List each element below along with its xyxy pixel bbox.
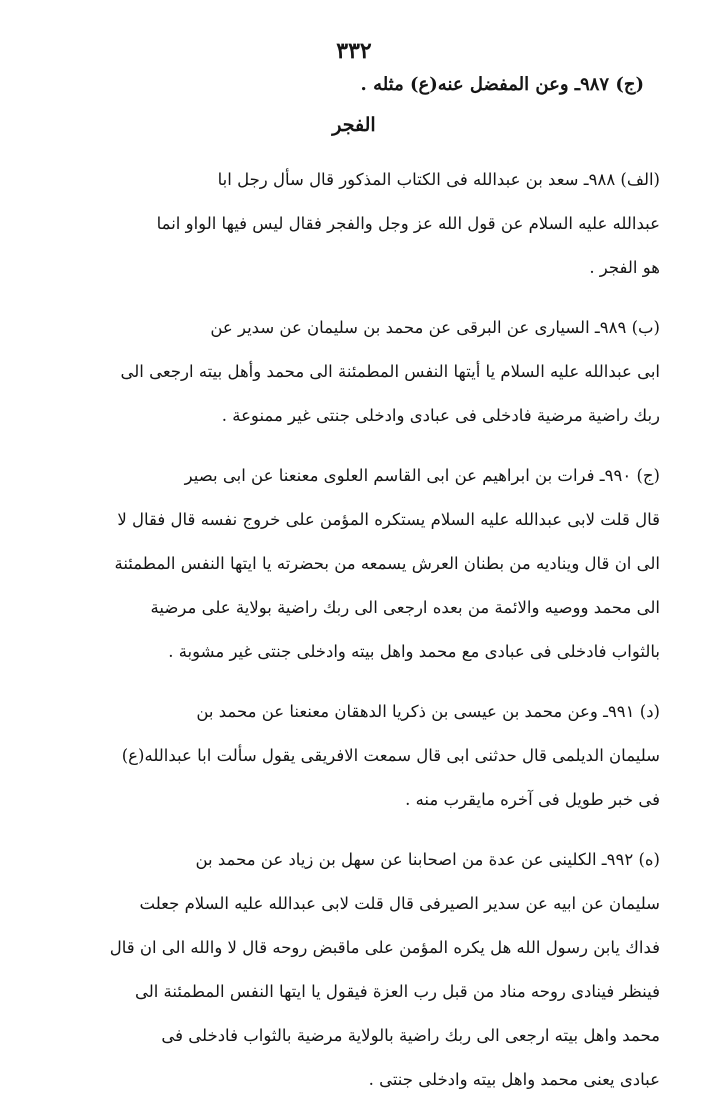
text-line: محمد واهل بیته ارجعی الی ربك راضیة بالولایة مرضیة بالثواب فادخلی فی (161, 1026, 660, 1045)
text-line: (ج) ٩٩٠ـ فرات بن ابراهیم عن ابی القاسم العلوی معنعنا عن ابی بصیر (184, 466, 660, 485)
text-line: فینظر فینادی روحه مناد من قبل رب العزة فیقول یا ایتها النفس المطمئنة الی (134, 982, 660, 1001)
text-line: الی محمد ووصیه والائمة من بعده ارجعی الی ربك راضیة بولایة علی مرضیة (150, 598, 660, 617)
document-page (48, 36, 660, 1118)
text-line: (ه) ٩٩٢ـ الکلینی عن عدة من اصحابنا عن سهل بن زیاد عن محمد بن (195, 850, 660, 869)
paragraph-990 (48, 454, 660, 674)
text-line: الی ان قال وینادیه من بطنان العرش یسمعه من بحضرته یا ایتها النفس المطمئنة (114, 554, 660, 573)
text-line: قال قلت لابی عبدالله علیه السلام یستکره المؤمن علی خروج نفسه قال فقال لا (117, 510, 660, 529)
text-line: (الف) ٩٨٨ـ سعد بن عبدالله فی الکتاب المذکور قال سأل رجل ابا (217, 170, 660, 189)
page-number: ٣٣٢ (336, 38, 372, 64)
entry-987: (ج) ٩٨٧ـ وعن المفضل عنه(ع) مثله . (360, 74, 644, 95)
text-line: عبادی یعنی محمد واهل بیته وادخلی جنتی . (368, 1070, 660, 1089)
text-line: (د) ٩٩١ـ وعن محمد بن عیسی بن ذکریا الدهقان معنعنا عن محمد بن (196, 702, 660, 721)
text-line: سلیمان عن ابیه عن سدیر الصیرفی قال قلت لابی عبدالله علیه السلام جعلت (139, 894, 660, 913)
paragraph-989 (48, 306, 660, 438)
paragraph-991 (48, 690, 660, 822)
paragraph-988 (48, 158, 660, 290)
text-line: فی خبر طویل فی آخره مایقرب منه . (405, 790, 660, 809)
text-line: فداك یابن رسول الله هل یکره المؤمن علی ماقبض روحه قال لا والله الی ان قال (109, 938, 660, 957)
section-heading: الفجر (332, 114, 376, 136)
text-line: بالثواب فادخلی فی عبادی مع محمد واهل بیته وادخلی جنتی غیر مشوبة . (168, 642, 660, 661)
text-line: هو الفجر . (589, 258, 660, 277)
text-line: ربك راضیة مرضیة فادخلی فی عبادی وادخلی جنتی غیر ممنوعة . (221, 406, 660, 425)
text-line: (ب) ٩٨٩ـ السیاری عن البرقی عن محمد بن سلیمان عن سدیر عن (210, 318, 660, 337)
paragraph-992 (48, 838, 660, 1102)
text-line: ابی عبدالله علیه السلام یا أیتها النفس المطمئنة الی محمد وأهل بیته ارجعی الی (120, 362, 660, 381)
text-line: عبدالله علیه السلام عن قول الله عز وجل والفجر فقال لیس فیها الواو انما (156, 214, 660, 233)
text-line: سلیمان الدیلمی قال حدثنی ابی قال سمعت الافریقی یقول سألت ابا عبدالله(ع) (121, 746, 660, 765)
